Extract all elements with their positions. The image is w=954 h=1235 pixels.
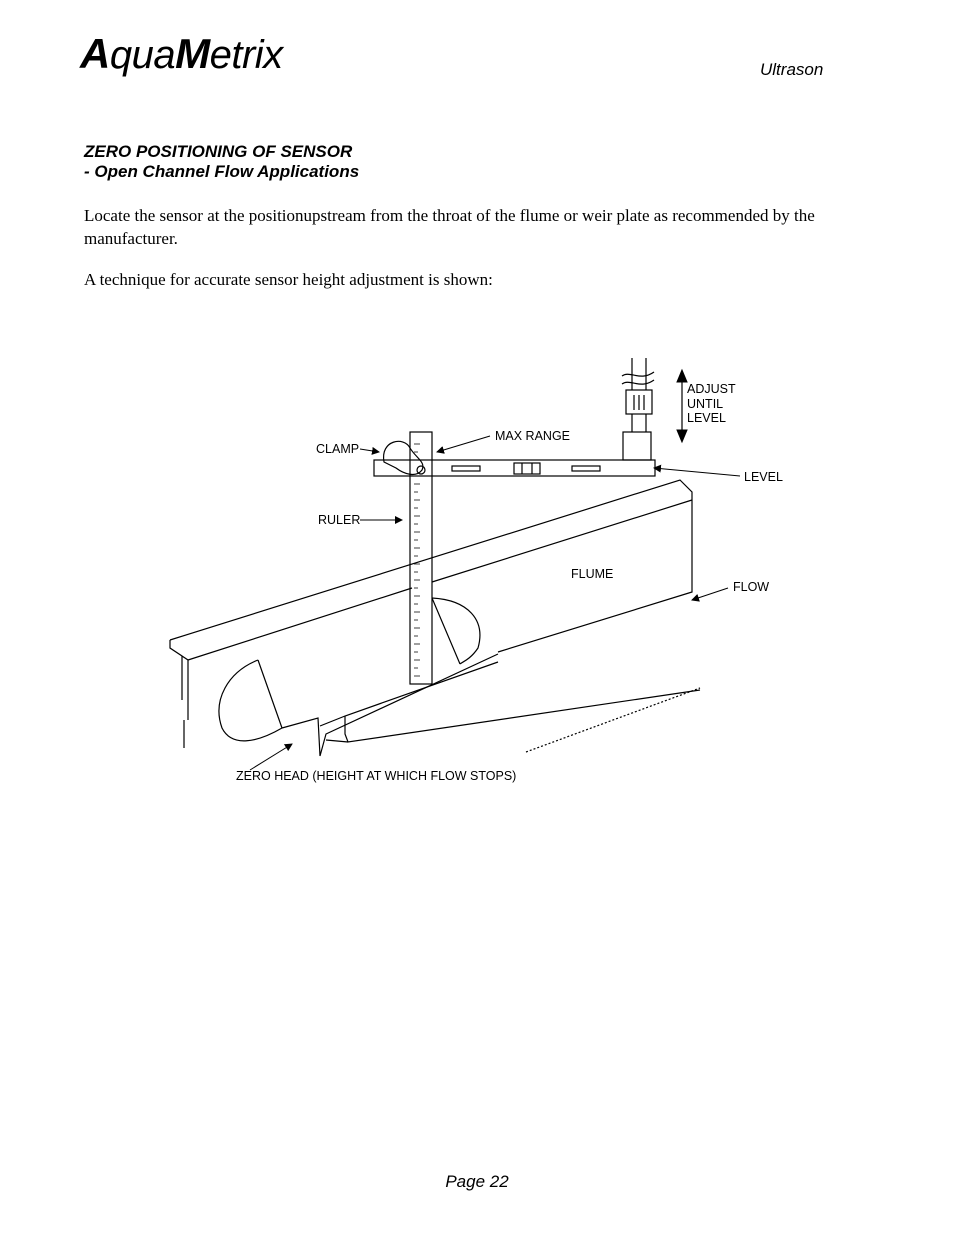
zero-head-arrow: [250, 744, 292, 770]
product-name: Ultrason: [760, 60, 824, 79]
max-range-arrow: [437, 436, 490, 452]
label-level: LEVEL: [744, 470, 783, 484]
level-arrow: [654, 468, 740, 476]
label-ruler: RULER: [318, 513, 361, 527]
logo-letter-a: A: [80, 30, 110, 77]
sensor-height-diagram: [0, 330, 954, 800]
flume-floor-front: [188, 500, 692, 660]
clamp-arrow: [360, 449, 379, 452]
label-flow: FLOW: [733, 580, 770, 594]
logo-letter-m: M: [175, 30, 210, 77]
label-clamp: CLAMP: [316, 442, 360, 456]
sensor-body: [623, 432, 651, 460]
channel-left-edge: [258, 660, 282, 728]
label-zero-head: ZERO HEAD (HEIGHT AT WHICH FLOW STOPS): [236, 769, 517, 783]
sensor-pipe: [632, 358, 646, 390]
label-adjust-3: LEVEL: [687, 411, 726, 425]
paragraph-locate-sensor: Locate the sensor at the positionupstream from the throat of the flume or weir plate as recommended by the manufacturer.: [84, 206, 815, 248]
aquametrix-logo: [80, 30, 283, 78]
paragraph-technique: A technique for accurate sensor height adjustment is shown:: [84, 270, 493, 289]
channel-right-edge: [432, 598, 460, 664]
front-lip: [320, 662, 700, 742]
page-number: Page 22: [445, 1172, 509, 1191]
flow-arrow: [692, 588, 728, 600]
ruler: [410, 432, 432, 684]
section-subtitle: - Open Channel Flow Applications: [84, 162, 360, 181]
label-max-range: MAX RANGE: [495, 429, 571, 443]
channel-floor: [282, 654, 498, 756]
label-adjust-2: UNTIL: [687, 397, 724, 411]
section-title: ZERO POSITIONING OF SENSOR: [84, 142, 353, 161]
logo-text-qua: qua: [109, 33, 176, 77]
flume-left-lip: [170, 640, 188, 748]
flume-back-wall: [170, 480, 692, 652]
pipe-break: [622, 372, 654, 384]
front-lip-bottom: [526, 688, 700, 752]
label-adjust-1: ADJUST: [687, 382, 736, 396]
logo-text-etrix: etrix: [209, 33, 283, 77]
section-heading: [84, 142, 359, 182]
label-flume: FLUME: [571, 567, 614, 581]
